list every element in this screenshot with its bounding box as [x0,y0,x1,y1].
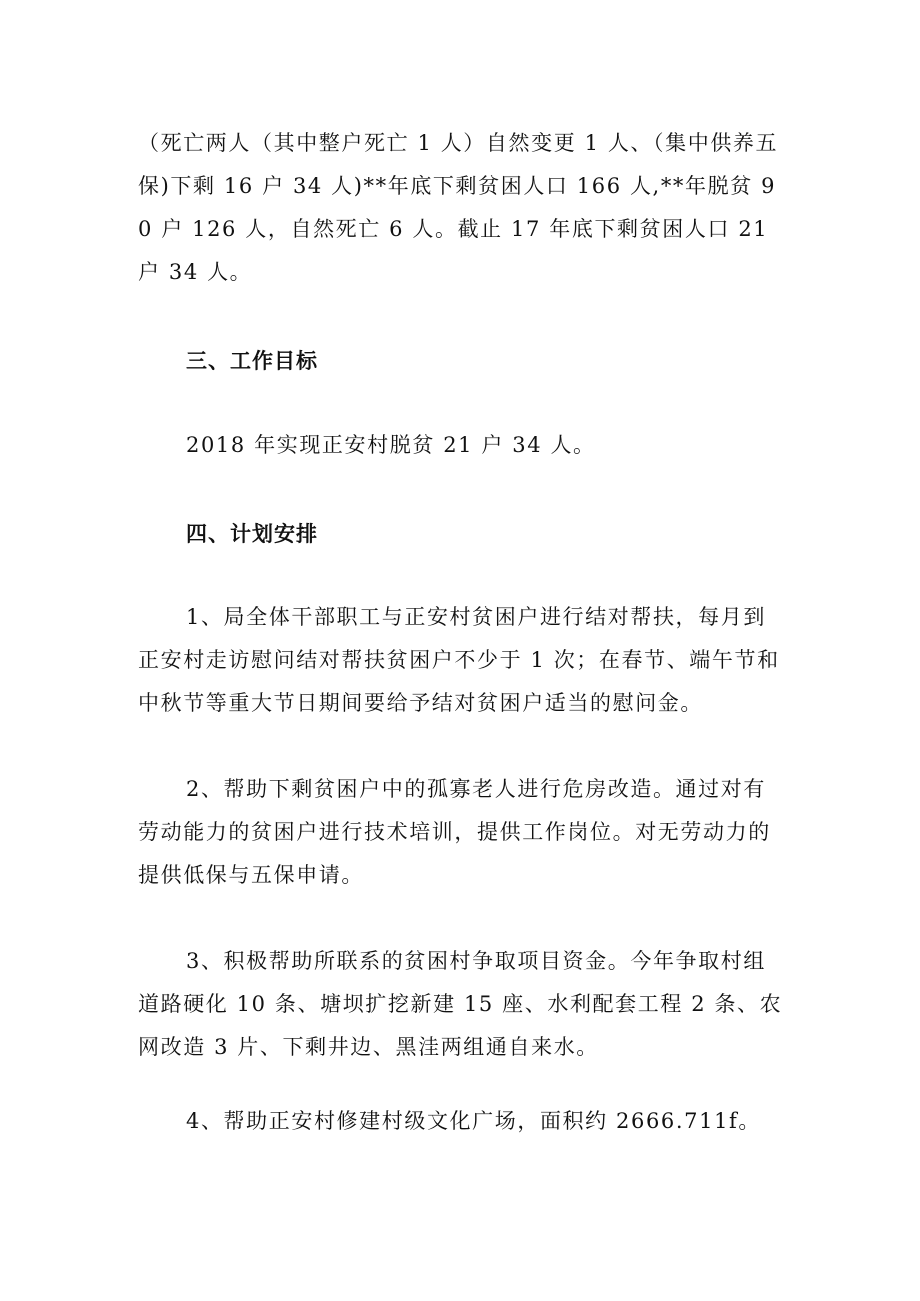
intro-paragraph: （死亡两人（其中整户死亡 1 人）自然变更 1 人、（集中供养五保)下剩 16 户 34 人)**年底下剩贫困人口 166 人,**年脱贫 90 户 126 人，自然死亡 6 人。截止 17 年底下剩贫困人口 21 户 34 人。 [138,131,779,284]
goal-paragraph: 2018 年实现正安村脱贫 21 户 34 人。 [186,433,596,457]
section-heading-plan: 四、计划安排 [186,522,318,546]
plan-item-2: 2、帮助下剩贫困户中的孤寡老人进行危房改造。通过对有劳动能力的贫困户进行技术培训，提供工作岗位。对无劳动力的提供低保与五保申请。 [138,777,771,887]
plan-item-3: 3、积极帮助所联系的贫困村争取项目资金。今年争取村组道路硬化 10 条、塘坝扩挖新建 15 座、水利配套工程 2 条、农网改造 3 片、下剩井边、黑洼两组通自来水。 [138,949,783,1059]
section-heading-goals: 三、工作目标 [186,349,318,373]
plan-item-4: 4、帮助正安村修建村级文化广场，面积约 2666.711f。 [186,1109,762,1133]
plan-item-1: 1、局全体干部职工与正安村贫困户进行结对帮扶，每月到正安村走访慰问结对帮扶贫困户不少于 1 次；在春节、端午节和中秋节等重大节日期间要给予结对贫困户适当的慰问金。 [138,605,780,715]
